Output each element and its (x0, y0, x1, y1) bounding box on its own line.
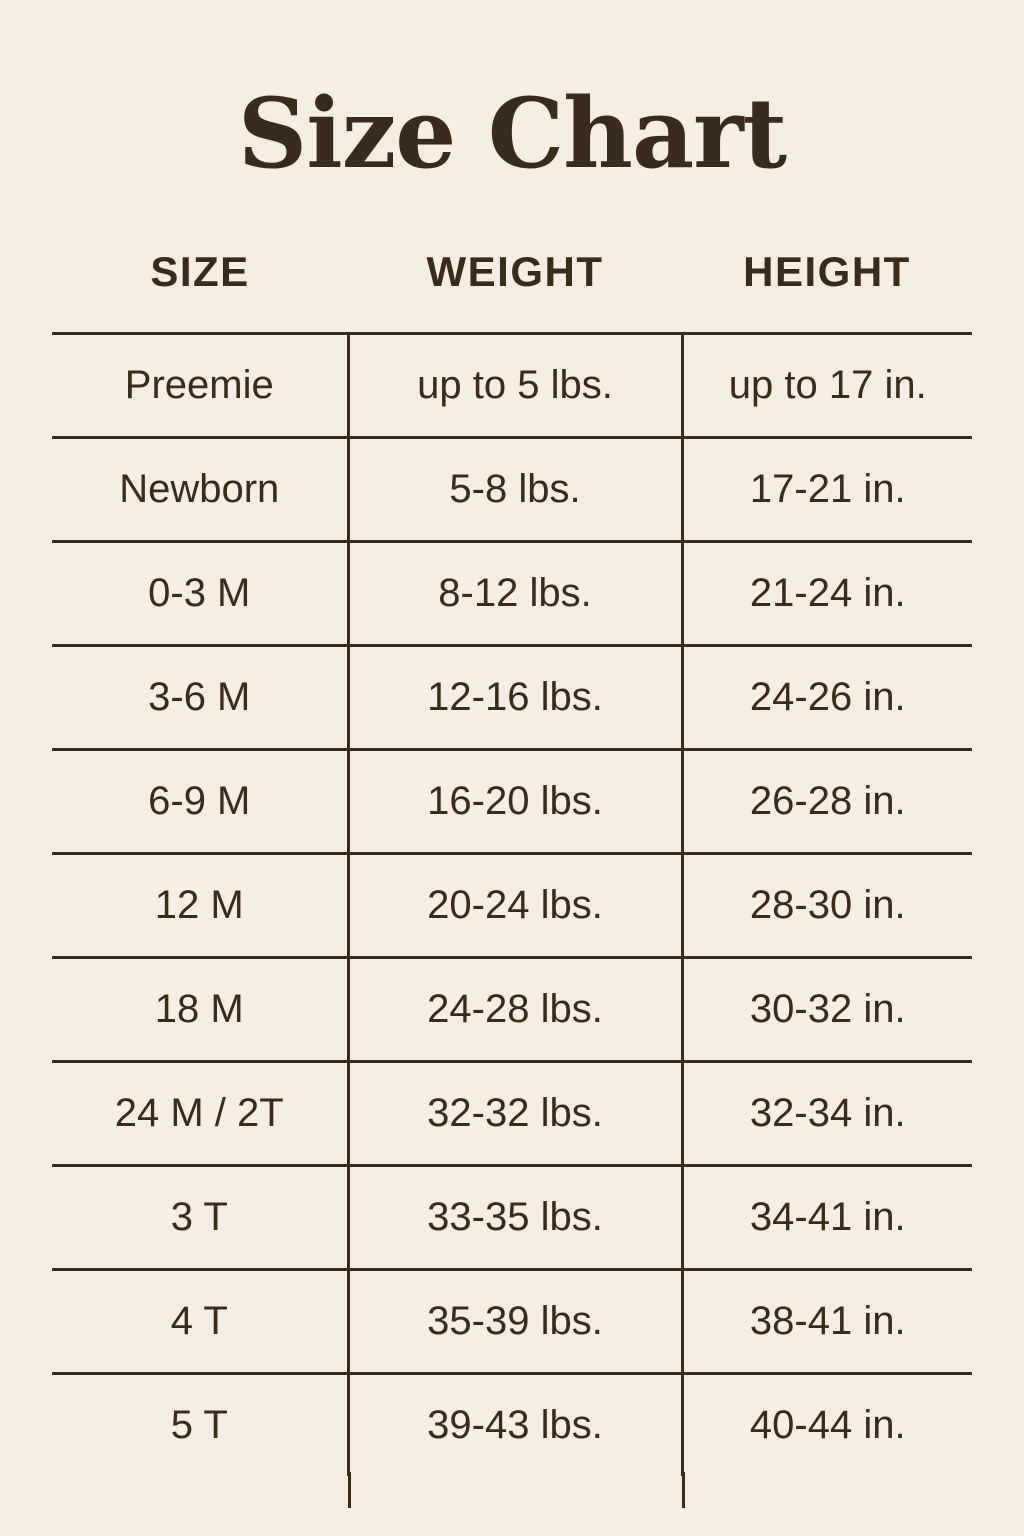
table-row (52, 542, 972, 646)
cell-size: 12 M (52, 854, 348, 958)
table-row (52, 1062, 972, 1166)
cell-weight: 20-24 lbs. (348, 854, 682, 958)
cell-height: 28-30 in. (682, 854, 972, 958)
cell-size: 24 M / 2T (52, 1062, 348, 1166)
column-header-weight: WEIGHT (426, 248, 604, 295)
cell-size: 3 T (52, 1166, 348, 1270)
cell-weight: 8-12 lbs. (348, 542, 682, 646)
cell-weight: 39-43 lbs. (348, 1374, 682, 1477)
table-header (52, 248, 972, 334)
table-row (52, 1166, 972, 1270)
cell-size: 4 T (52, 1270, 348, 1374)
column-divider-right (682, 1472, 685, 1508)
column-header-height: HEIGHT (743, 248, 911, 295)
cell-height: 21-24 in. (682, 542, 972, 646)
page-title: Size Chart (237, 77, 787, 190)
table-body (52, 334, 972, 1477)
table-row (52, 1374, 972, 1477)
cell-weight: 33-35 lbs. (348, 1166, 682, 1270)
cell-size: Newborn (52, 438, 348, 542)
cell-size: 3-6 M (52, 646, 348, 750)
cell-size: 18 M (52, 958, 348, 1062)
cell-height: 30-32 in. (682, 958, 972, 1062)
cell-weight: 5-8 lbs. (348, 438, 682, 542)
cell-weight: 24-28 lbs. (348, 958, 682, 1062)
cell-weight: 32-32 lbs. (348, 1062, 682, 1166)
cell-height: 38-41 in. (682, 1270, 972, 1374)
table-row (52, 438, 972, 542)
cell-height: 40-44 in. (682, 1374, 972, 1477)
cell-height: 34-41 in. (682, 1166, 972, 1270)
table-row (52, 750, 972, 854)
cell-height: 24-26 in. (682, 646, 972, 750)
cell-height: 32-34 in. (682, 1062, 972, 1166)
column-header-size: SIZE (150, 248, 250, 295)
cell-weight: 16-20 lbs. (348, 750, 682, 854)
cell-height: up to 17 in. (682, 334, 972, 438)
cell-weight: 12-16 lbs. (348, 646, 682, 750)
cell-size: Preemie (52, 334, 348, 438)
table-row (52, 334, 972, 438)
cell-weight: 35-39 lbs. (348, 1270, 682, 1374)
cell-size: 5 T (52, 1374, 348, 1477)
cell-height: 17-21 in. (682, 438, 972, 542)
table-row (52, 646, 972, 750)
table-row (52, 958, 972, 1062)
cell-size: 0-3 M (52, 542, 348, 646)
table-row (52, 854, 972, 958)
table-row (52, 1270, 972, 1374)
cell-height: 26-28 in. (682, 750, 972, 854)
table-header-row (52, 248, 972, 334)
column-divider-left (348, 1472, 351, 1508)
cell-size: 6-9 M (52, 750, 348, 854)
cell-weight: up to 5 lbs. (348, 334, 682, 438)
size-chart-table (52, 248, 972, 1476)
